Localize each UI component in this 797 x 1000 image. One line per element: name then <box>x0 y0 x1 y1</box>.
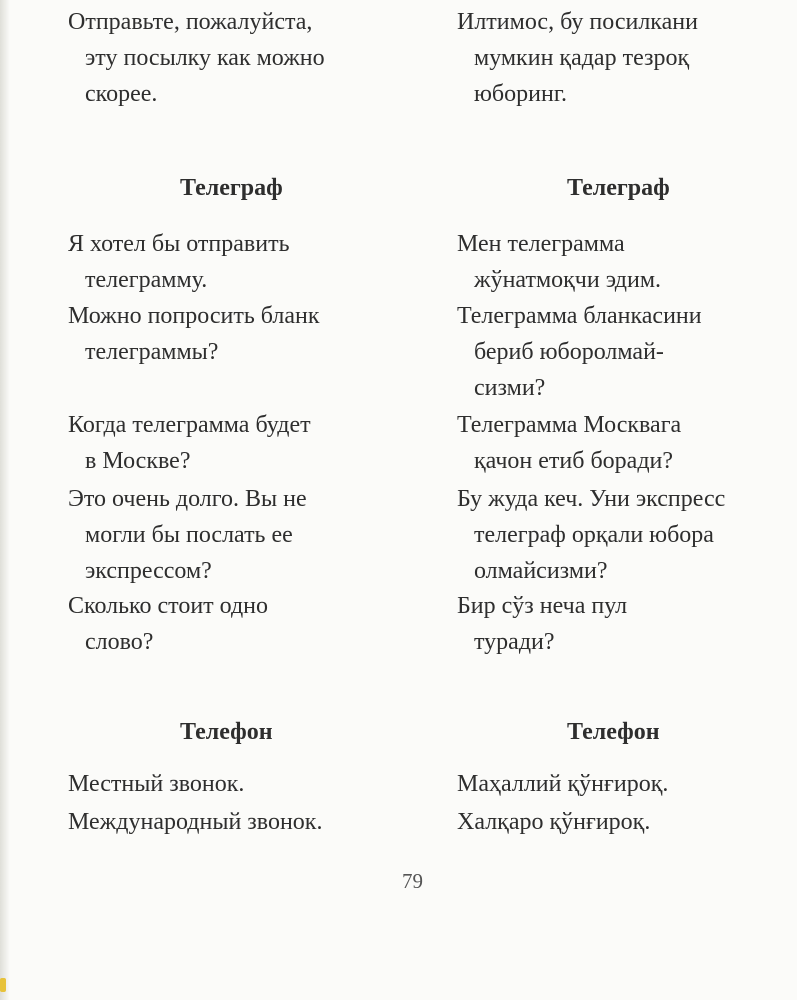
section-heading-telephone-ru: Телефон <box>180 719 273 745</box>
phrase-line: скорее. <box>85 81 158 107</box>
phrase-send-telegram-uz <box>457 226 661 298</box>
phrase-line: олмайсизми? <box>474 558 608 584</box>
phrase-telegram-moscow-ru <box>68 407 311 479</box>
scan-artifact <box>0 978 6 992</box>
phrase-express-ru <box>68 481 307 589</box>
phrase-send-parcel-uz <box>457 4 698 112</box>
phrase-line: Можно попросить бланк <box>68 303 320 329</box>
phrase-line: слово? <box>85 629 154 655</box>
phrase-line: могли бы послать ее <box>85 522 293 548</box>
phrase-express-uz <box>457 481 725 589</box>
phrase-line: эту посылку как можно <box>85 45 325 71</box>
phrase-line: Бу жуда кеч. Уни экспресс <box>457 486 726 512</box>
phrase-line: Это очень долго. Вы не <box>68 486 307 512</box>
phrase-line: Когда телеграмма будет <box>68 412 311 438</box>
phrase-line: Маҳаллий қўнғироқ. <box>457 771 669 797</box>
phrase-line: бериб юборолмай- <box>474 339 664 365</box>
phrase-word-cost-ru <box>68 588 268 660</box>
phrase-line: в Москве? <box>85 448 191 474</box>
phrase-telegram-form-uz <box>457 298 702 406</box>
phrase-line: Местный звонок. <box>68 771 245 797</box>
phrase-send-parcel-ru <box>68 4 325 112</box>
phrase-line: Я хотел бы отправить <box>68 231 290 257</box>
phrase-line: қачон етиб боради? <box>474 448 674 474</box>
phrase-line: Отправьте, пожалуйста, <box>68 9 313 35</box>
phrase-line: Телеграмма бланкасини <box>457 303 702 329</box>
phrase-line: телеграф орқали юбора <box>474 522 714 548</box>
phrase-telegram-moscow-uz <box>457 407 681 479</box>
phrase-international-call-uz <box>457 804 650 840</box>
section-heading-telegraph-ru: Телеграф <box>180 175 283 201</box>
phrase-line: жўнатмоқчи эдим. <box>474 267 662 293</box>
phrase-line: телеграмму. <box>85 267 208 293</box>
phrase-send-telegram-ru <box>68 226 290 298</box>
phrase-line: Илтимос, бу посилкани <box>457 9 698 35</box>
phrase-telegram-form-ru <box>68 298 320 370</box>
phrase-line: Международный звонок. <box>68 809 323 835</box>
section-heading-telegraph-uz: Телеграф <box>567 175 670 201</box>
phrase-line: Мен телеграмма <box>457 231 625 257</box>
phrase-line: Халқаро қўнғироқ. <box>457 809 651 835</box>
phrase-line: Сколько стоит одно <box>68 593 269 619</box>
phrase-word-cost-uz <box>457 588 627 660</box>
phrase-local-call-ru <box>68 766 244 802</box>
phrase-line: сизми? <box>474 375 546 401</box>
phrase-line: телеграммы? <box>85 339 219 365</box>
section-heading-telephone-uz: Телефон <box>567 719 660 745</box>
page-edge-shadow <box>0 0 10 1000</box>
phrase-local-call-uz <box>457 766 668 802</box>
phrase-line: туради? <box>474 629 555 655</box>
phrase-line: мумкин қадар тезроқ <box>474 45 690 71</box>
phrase-line: экспрессом? <box>85 558 212 584</box>
phrase-line: юборинг. <box>474 81 567 107</box>
phrase-line: Бир сўз неча пул <box>457 593 628 619</box>
phrase-line: Телеграмма Москвага <box>457 412 682 438</box>
page-number: 79 <box>402 869 423 893</box>
phrase-international-call-ru <box>68 804 322 840</box>
